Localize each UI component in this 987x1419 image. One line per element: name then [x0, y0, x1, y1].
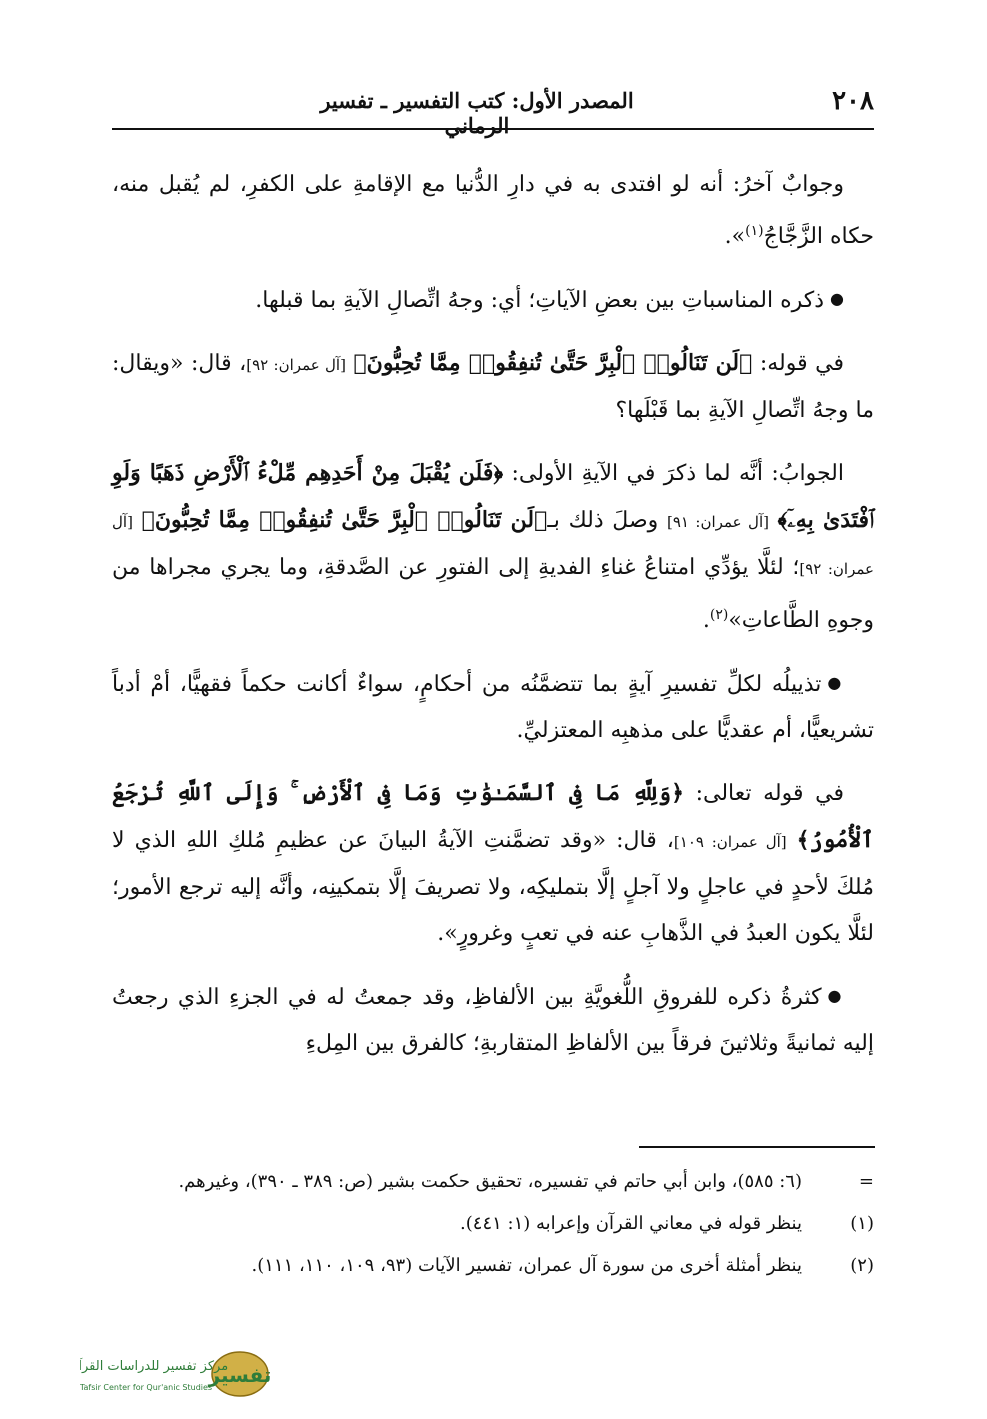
bullet-icon: ●: [827, 673, 844, 692]
paragraph-4-end: .: [702, 608, 710, 633]
paragraph-6-text: ، قال: «وقد تضمَّنتِ الآيةُ البيانَ عن عظيمِ مُلكِ اللهِ الذي لا مُلكَ لأحدٍ في عاجلٍ ولا آجلٍ إلَّا بتمليكِه، ولا تصريفَ إلَّا بتمكينِه، وأنَّه إليه ترجع الأمور؛ لئلَّا يكون العبدُ في الذَّهابِ عنه في تعبٍ وغرورٍ».: [112, 828, 874, 946]
svg-text:مركز تفسير للدراسات القرآنية: مركز تفسير للدراسات القرآنية: [80, 1359, 229, 1374]
paragraph-6-lead: في قوله تعالى:: [695, 781, 844, 806]
paragraph-5: [112, 660, 874, 754]
logo-graphic: [80, 1340, 270, 1404]
footnote-text: (٦: ٥٨٥)، وابن أبي حاتم في تفسيره، تحقيق حكمت بشير (ص: ٣٨٩ ـ ٣٩٠)، وغيرهم.: [178, 1171, 802, 1192]
footnote-text: ينظر قوله في معاني القرآن وإعرابه (١: ٤٤١).: [460, 1213, 802, 1234]
footnote-mark: =: [858, 1171, 874, 1192]
footnote-separator: [639, 1146, 875, 1148]
paragraph-1-end: ».: [724, 224, 746, 249]
paragraph-5-text: تذييلُه لكلِّ تفسيرِ آيةٍ بما تتضمَّنُه من أحكامٍ، سواءٌ أكانت حكماً فقهيًّا، أمْ أدباً تشريعيًّا، أم عقديًّا على مذهبِه المعتزليِّ.: [112, 672, 874, 743]
tafsir-center-logo: [80, 1340, 270, 1404]
svg-text:Tafsir Center for Qur'anic Stu: Tafsir Center for Qur'anic Studies: [80, 1383, 213, 1392]
paragraph-3-text: ، قال: «ويقال: ما وجهُ اتِّصالِ الآيةِ بما قَبْلَها؟: [112, 351, 874, 423]
paragraph-2: [112, 276, 874, 324]
footnote-ref-1: (١): [745, 223, 764, 239]
body-text: [112, 162, 874, 1083]
footnotes: [112, 1164, 874, 1290]
footnote-text: ينظر أمثلة أخرى من سورة آل عمران، تفسير الآيات (٩٣، ١٠٩، ١١٠، ١١١).: [251, 1255, 802, 1276]
verse-reference: [آل عمران: ٩٢]: [112, 513, 874, 578]
paragraph-2-text: ذكره المناسباتِ بين بعضِ الآياتِ؛ أي: وجهُ اتِّصالِ الآيةِ بما قبلها.: [255, 288, 825, 313]
bullet-icon: ●: [830, 289, 844, 308]
paragraph-4-mid: وصلَ ذلك بـ: [547, 508, 659, 533]
quran-verse: ﴿لَن تَنَالُوا۟ ٱلْبِرَّ حَتَّىٰ تُنفِقُوا۟ مِمَّا تُحِبُّونَ﴾: [353, 350, 753, 376]
paragraph-4-text: ؛ لئلَّا يؤدِّي امتناعُ غناءِ الفديةِ إلى الفتورِ عن الصَّدقةِ، وما يجري مجراها من وجوهِ الطَّاعاتِ»: [112, 555, 874, 633]
quran-verse: ﴿وَلِلَّهِ مَا فِى ٱلسَّمَـٰوَٰتِ وَمَا فِى ٱلْأَرْضِ ۚ وَإِلَى ٱللَّهِ تُرْجَعُ ٱلْأُمُورُ﴾: [112, 780, 875, 853]
footnote-ref-2: (٢): [709, 607, 729, 623]
quran-verse: ﴿لَن تَنَالُوا۟ ٱلْبِرَّ حَتَّىٰ تُنفِقُوا۟ مِمَّا تُحِبُّونَ﴾: [141, 507, 548, 533]
paragraph-7: [112, 973, 874, 1067]
bullet-icon: ●: [827, 986, 844, 1005]
footnote-continuation: [112, 1164, 874, 1200]
paragraph-6: [112, 770, 874, 957]
paragraph-1-text: وجوابٌ آخرُ: أنه لو افتدى به في دارِ الدُّنيا مع الإقامةِ على الكفرِ، لم يُقبل منه، حكاه الزَّجَّاجُ: [112, 172, 874, 249]
paragraph-1: [112, 162, 874, 260]
running-title: المصدر الأول: كتب التفسير ـ تفسير الرماني: [320, 88, 634, 138]
verse-reference: [آل عمران: ٩٢]: [246, 356, 346, 374]
paragraph-3: [112, 340, 874, 434]
paragraph-4: [112, 450, 874, 644]
verse-reference: [آل عمران: ١٠٩]: [673, 833, 787, 851]
footnote-2: [112, 1248, 874, 1284]
footnote-mark: (٢): [850, 1255, 874, 1276]
quran-verse: ﴿فَلَن يُقْبَلَ مِنْ أَحَدِهِم مِّلْءُ ٱلْأَرْضِ ذَهَبًا وَلَوِ ٱفْتَدَىٰ بِهِۦٓ﴾: [112, 460, 875, 533]
paragraph-4-lead: الجوابُ: أنَّه لما ذكرَ في الآيةِ الأولى:: [511, 461, 845, 486]
paragraph-7-text: كثرةُ ذكره للفروقِ اللُّغويَّةِ بين الألفاظِ، وقد جمعتُ له في الجزءِ الذي رجعتُ إليه ثمانيةً وثلاثينَ فرقاً بين الألفاظِ المتقاربةِ؛ كالفرق بين المِلءِ: [112, 985, 874, 1056]
page-header: [112, 84, 874, 138]
svg-text:تفسير: تفسير: [208, 1363, 270, 1387]
verse-reference: [آل عمران: ٩١]: [666, 513, 769, 531]
page-number: ٢٠٨: [832, 86, 874, 116]
footnote-1: [112, 1206, 874, 1242]
footnote-mark: (١): [850, 1213, 874, 1234]
paragraph-3-lead: في قوله:: [759, 351, 845, 376]
